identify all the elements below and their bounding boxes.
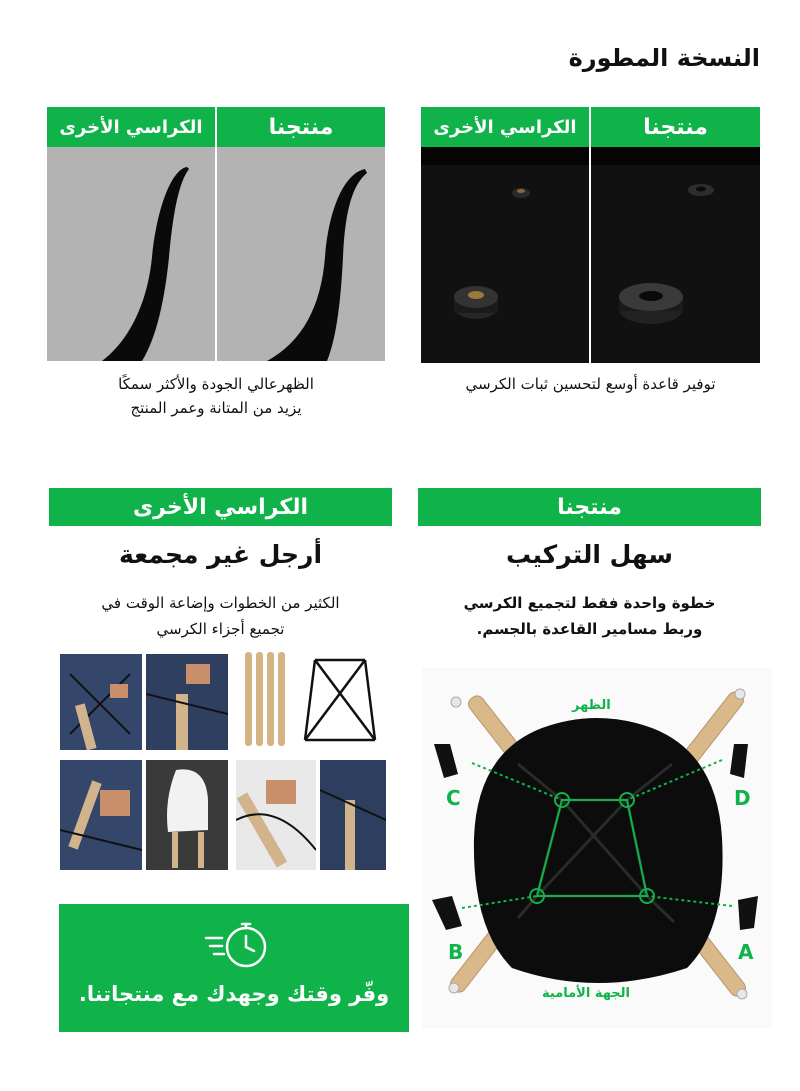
others-section-header: الكراسي الأخرى [49, 488, 392, 526]
others-label-2: الكراسي الأخرى [421, 107, 589, 147]
corner-label-c: C [446, 786, 461, 810]
back-label: الظهر [572, 698, 611, 713]
front-label: الجهة الأمامية [542, 986, 631, 1001]
save-time-banner [59, 904, 409, 1032]
ours-description [418, 590, 761, 642]
stopwatch-icon [204, 918, 272, 974]
page-title: النسخة المطورة [568, 44, 760, 72]
others-description-line-1: الكثير من الخطوات وإضاعة الوقت في [101, 594, 340, 612]
assembly-photo-4 [236, 760, 316, 870]
assembly-photo-2 [146, 654, 228, 750]
ours-section-header: منتجنا [418, 488, 761, 526]
metal-frame-photo [295, 650, 385, 750]
backrest-caption [47, 372, 385, 420]
others-base-photo [421, 147, 589, 363]
assembly-photo-3 [60, 760, 142, 870]
corner-label-a: A [738, 940, 754, 964]
others-description [49, 590, 392, 642]
assembly-photo-5 [320, 760, 386, 870]
others-heading: أرجل غير مجمعة [118, 540, 323, 569]
assembly-photo-1 [60, 654, 142, 750]
others-label: الكراسي الأخرى [47, 107, 215, 147]
backrest-caption-line-2: يزيد من المتانة وعمر المنتج [130, 399, 302, 417]
others-description-line-2: تجميع أجزاء الكرسي [156, 620, 285, 638]
others-backrest-photo [47, 147, 215, 361]
ours-label-2: منتجنا [591, 107, 760, 147]
base-caption: توفير قاعدة أوسع لتحسين ثبات الكرسي [465, 375, 716, 393]
ours-description-line-2: وربط مسامير القاعدة بالجسم. [476, 620, 703, 638]
ours-base-photo [591, 147, 760, 363]
assembly-diagram [422, 668, 772, 1028]
ours-heading: سهل التركيب [505, 540, 674, 569]
ours-backrest-photo [217, 147, 385, 361]
banner-text: وفّر وقتك وجهدك مع منتجاتنا. [78, 982, 390, 1006]
corner-label-b: B [448, 940, 464, 964]
corner-label-d: D [734, 786, 751, 810]
backrest-caption-line-1: الظهرعالي الجودة والأكثر سمكًا [118, 375, 314, 393]
ours-label: منتجنا [217, 107, 385, 147]
white-chair-photo [146, 760, 228, 870]
wooden-legs-photo [240, 650, 290, 750]
ours-description-line-1: خطوة واحدة فقط لتجميع الكرسي [463, 594, 716, 612]
